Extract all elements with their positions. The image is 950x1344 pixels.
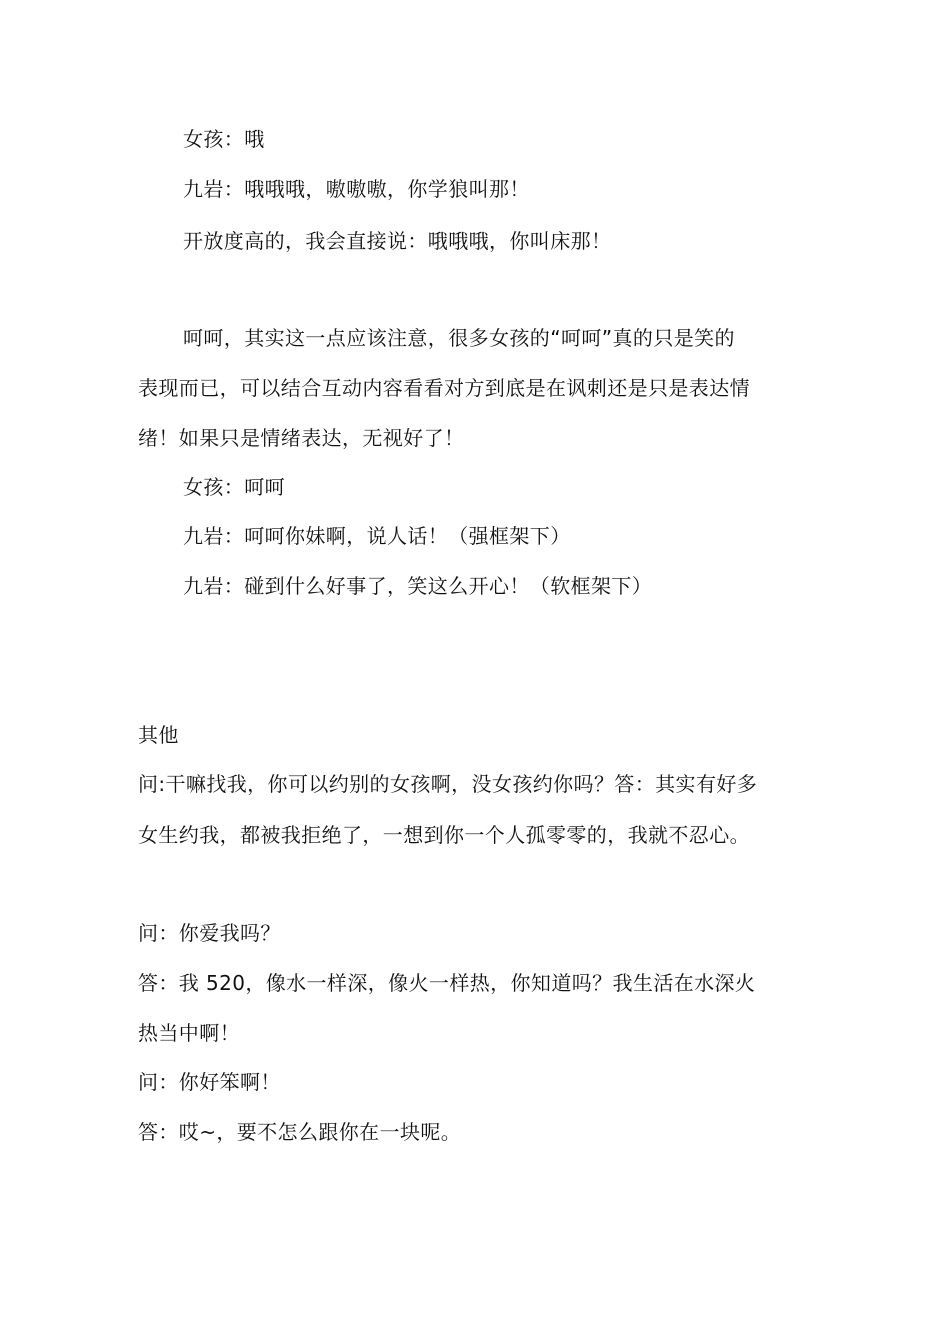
dialogue-line: 女孩：呵呵 — [183, 475, 285, 499]
qa-line: 问：你好笨啊！ — [138, 1070, 281, 1094]
dialogue-line: 九岩：碰到什么好事了，笑这么开心！（软框架下） — [183, 574, 653, 598]
paragraph-line: 表现而已，可以结合互动内容看看对方到底是在讽刺还是只是表达情 — [138, 376, 750, 400]
qa-line: 答：哎~，要不怎么跟你在一块呢。 — [138, 1120, 462, 1144]
qa-line: 答：我 520，像水一样深，像火一样热，你知道吗？我生活在水深火 — [138, 971, 756, 995]
qa-line: 女生约我，都被我拒绝了，一想到你一个人孤零零的，我就不忍心。 — [138, 823, 750, 847]
paragraph-line: 呵呵，其实这一点应该注意，很多女孩的“呵呵”真的只是笑的 — [183, 326, 735, 350]
qa-line: 问:干嘛找我，你可以约别的女孩啊，没女孩约你吗？答：其实有好多 — [138, 772, 758, 796]
qa-line: 问：你爱我吗？ — [138, 921, 281, 945]
paragraph-line: 绪！如果只是情绪表达，无视好了！ — [138, 426, 465, 450]
dialogue-line: 九岩：呵呵你妹啊，说人话！（强框架下） — [183, 524, 571, 548]
section-heading: 其他 — [138, 723, 179, 747]
text-line: 女孩：哦 — [183, 127, 265, 151]
text-line: 开放度高的，我会直接说：哦哦哦，你叫床那！ — [183, 229, 612, 253]
qa-line: 热当中啊！ — [138, 1021, 240, 1045]
text-line: 九岩：哦哦哦，嗷嗷嗷，你学狼叫那！ — [183, 177, 530, 201]
